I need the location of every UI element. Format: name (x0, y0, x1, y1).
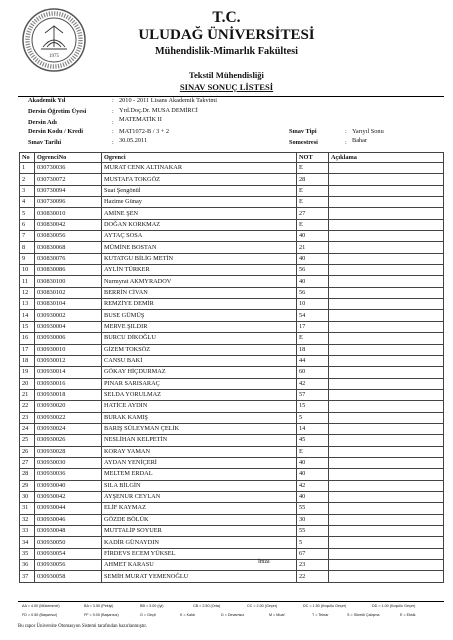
cell-aciklama (329, 287, 444, 298)
cell-ogrenci-no: 030830100 (35, 276, 102, 287)
cell-not: 14 (297, 423, 329, 434)
cell-ogrenci-no: 030930028 (35, 446, 102, 457)
table-row (20, 571, 444, 582)
akademik-yil-value: 2010 - 2011 Lisans Akademik Takvimi (119, 97, 218, 104)
legend-item: G = Geçti (140, 613, 156, 617)
cell-ogrenci-no: 030830102 (35, 287, 102, 298)
cell-ogrenci: AHMET KARASU (102, 560, 297, 571)
cell-not: 5 (297, 412, 329, 423)
cell-ogrenci: KUTATGU BİLİG METİN (102, 253, 297, 264)
cell-ogrenci-no: 030930004 (35, 321, 102, 332)
table-row (20, 401, 444, 412)
cell-aciklama (329, 276, 444, 287)
cell-ogrenci: KORAY YAMAN (102, 446, 297, 457)
cell-no: 36 (20, 560, 35, 571)
cell-ogrenci: Hazime Günay (102, 197, 297, 208)
cell-ogrenci-no: 030830056 (35, 231, 102, 242)
col-header-ogrenci: Ogrenci (102, 153, 297, 163)
cell-ogrenci-no: 030930030 (35, 457, 102, 468)
akademik-yil-label: Akademik Yıl (28, 97, 66, 104)
cell-aciklama (329, 310, 444, 321)
cell-aciklama (329, 355, 444, 366)
cell-ogrenci-no: 030930020 (35, 401, 102, 412)
header-university: ULUDAĞ ÜNİVERSİTESİ (138, 27, 315, 43)
cell-not: E (297, 333, 329, 344)
cell-no: 16 (20, 333, 35, 344)
legend-item: DD = 1.00 (Koşullu Geçer) (372, 604, 416, 608)
cell-ogrenci: NESLİHAN KELPETİN (102, 435, 297, 446)
cell-ogrenci: CANSU BAKİ (102, 355, 297, 366)
cell-ogrenci: AYTAÇ SOSA (102, 231, 297, 242)
cell-not: 57 (297, 389, 329, 400)
cell-no: 9 (20, 253, 35, 264)
cell-ogrenci-no: 030930036 (35, 469, 102, 480)
cell-no: 31 (20, 503, 35, 514)
cell-no: 13 (20, 299, 35, 310)
somestresi-value: Bahar (352, 137, 368, 144)
table-row (20, 253, 444, 264)
cell-ogrenci: DOĞAN KORKMAZ (102, 219, 297, 230)
cell-not: 40 (297, 231, 329, 242)
cell-ogrenci-no: 030830068 (35, 242, 102, 253)
legend-item: T = Tekrar (312, 613, 329, 617)
cell-not: 56 (297, 287, 329, 298)
cell-ogrenci: BARIŞ SÜLEYMAN ÇELİK (102, 423, 297, 434)
cell-ogrenci: GİZEM TOKSÖZ (102, 344, 297, 355)
table-row (20, 219, 444, 230)
table-header-row (20, 153, 444, 163)
signature-label: İmza (258, 559, 270, 565)
cell-no: 19 (20, 367, 35, 378)
sinav-tarihi-label: Sınav Tarihi (28, 139, 62, 146)
table-row (20, 457, 444, 468)
cell-ogrenci-no: 030930050 (35, 537, 102, 548)
cell-ogrenci: GÖKAY HİÇDURMAZ (102, 367, 297, 378)
cell-not: 30 (297, 514, 329, 525)
cell-ogrenci: MUSTAFA TOKGÖZ (102, 174, 297, 185)
cell-aciklama (329, 446, 444, 457)
cell-ogrenci: MUTTALİP SOYUER (102, 526, 297, 537)
cell-not: 67 (297, 548, 329, 559)
table-row (20, 310, 444, 321)
header-list-title: SINAV SONUÇ LİSTESİ (179, 82, 274, 92)
cell-ogrenci: MÜMİNE BOSTAN (102, 242, 297, 253)
cell-no: 15 (20, 321, 35, 332)
cell-aciklama (329, 344, 444, 355)
cell-not: 40 (297, 253, 329, 264)
cell-not: 23 (297, 560, 329, 571)
table-row (20, 514, 444, 525)
cell-not: 44 (297, 355, 329, 366)
table-row (20, 389, 444, 400)
cell-ogrenci-no: 030930016 (35, 378, 102, 389)
cell-ogrenci-no: 030930048 (35, 526, 102, 537)
cell-aciklama (329, 469, 444, 480)
legend-item: K = Kaldı (180, 613, 196, 617)
cell-ogrenci-no: 030930056 (35, 560, 102, 571)
header-divider (18, 96, 444, 97)
cell-ogrenci-no: 030930012 (35, 355, 102, 366)
cell-ogrenci: SELDA YORULMAZ (102, 389, 297, 400)
table-row (20, 344, 444, 355)
ders-kodu-label: Dersin Kodu / Kredi (28, 128, 83, 135)
ders-kodu-value: MAT1072-B / 3 + 2 (119, 128, 170, 135)
legend-item: CC = 2.00 (Geçer) (247, 604, 278, 608)
table-row (20, 321, 444, 332)
cell-ogrenci-no: 030930046 (35, 514, 102, 525)
table-row (20, 163, 444, 174)
cell-aciklama (329, 571, 444, 582)
cell-aciklama (329, 526, 444, 537)
cell-ogrenci: ELİF KAYMAZ (102, 503, 297, 514)
cell-aciklama (329, 480, 444, 491)
cell-not: 18 (297, 344, 329, 355)
ders-adi-label: Dersin Adı (28, 119, 57, 126)
cell-aciklama (329, 560, 444, 571)
cell-no: 30 (20, 491, 35, 502)
table-row (20, 435, 444, 446)
cell-ogrenci-no: 030930026 (35, 435, 102, 446)
cell-no: 21 (20, 389, 35, 400)
cell-aciklama (329, 253, 444, 264)
cell-ogrenci: KADİR GÜNAYDIN (102, 537, 297, 548)
cell-not: E (297, 163, 329, 174)
cell-ogrenci: MURAT CENK ALTINAKAR (102, 163, 297, 174)
cell-not: 56 (297, 265, 329, 276)
cell-no: 23 (20, 412, 35, 423)
footer-note: Bu rapor Üniversite Otomasyon Sistemi tarafından hazırlanmıştır. (18, 624, 147, 629)
cell-ogrenci: BURCU DİKOĞLU (102, 333, 297, 344)
cell-ogrenci-no: 030930024 (35, 423, 102, 434)
cell-ogrenci: HATİCE AYDIN (102, 401, 297, 412)
table-row (20, 526, 444, 537)
cell-aciklama (329, 185, 444, 196)
header-department: Tekstil Mühendisliği (189, 70, 264, 80)
cell-no: 8 (20, 242, 35, 253)
cell-ogrenci-no: 030830042 (35, 219, 102, 230)
cell-ogrenci: BUSE GÜMÜŞ (102, 310, 297, 321)
cell-not: 55 (297, 526, 329, 537)
cell-no: 35 (20, 548, 35, 559)
legend-item: D = Devamsız (221, 613, 245, 617)
cell-not: E (297, 219, 329, 230)
col-header-not: NOT (297, 153, 329, 163)
table-row (20, 480, 444, 491)
cell-no: 17 (20, 344, 35, 355)
svg-text:1975: 1975 (49, 54, 59, 59)
cell-aciklama (329, 299, 444, 310)
cell-no: 6 (20, 219, 35, 230)
cell-no: 27 (20, 457, 35, 468)
cell-not: 15 (297, 401, 329, 412)
table-row (20, 276, 444, 287)
header-tc: T.C. (212, 9, 241, 26)
table-body (20, 163, 444, 583)
cell-not: 55 (297, 503, 329, 514)
cell-ogrenci-no: 030730036 (35, 163, 102, 174)
table-row (20, 299, 444, 310)
cell-no: 14 (20, 310, 35, 321)
colon: : (112, 119, 114, 126)
cell-not: 28 (297, 174, 329, 185)
cell-ogrenci: SEMİH MURAT YEMENOĞLU (102, 571, 297, 582)
table-row (20, 446, 444, 457)
cell-ogrenci: FİRDEVS ECEM YÜKSEL (102, 548, 297, 559)
table-row (20, 355, 444, 366)
legend-divider (18, 601, 444, 602)
cell-ogrenci-no: 030930042 (35, 491, 102, 502)
header-faculty: Mühendislik-Mimarlık Fakültesi (155, 46, 298, 57)
cell-ogrenci-no: 030830076 (35, 253, 102, 264)
cell-ogrenci-no: 030930054 (35, 548, 102, 559)
cell-not: 45 (297, 435, 329, 446)
cell-no: 20 (20, 378, 35, 389)
colon: : (112, 108, 114, 115)
cell-ogrenci: Suat Şengönül (102, 185, 297, 196)
somestresi-label: Somestresi (289, 139, 318, 146)
cell-aciklama (329, 503, 444, 514)
cell-ogrenci-no: 030930040 (35, 480, 102, 491)
cell-no: 34 (20, 537, 35, 548)
cell-no: 33 (20, 526, 35, 537)
table-row (20, 491, 444, 502)
cell-no: 18 (20, 355, 35, 366)
cell-no: 29 (20, 480, 35, 491)
cell-not: 21 (297, 242, 329, 253)
cell-not: 22 (297, 571, 329, 582)
cell-ogrenci: Nurmyrat AKMYRADOV (102, 276, 297, 287)
cell-aciklama (329, 423, 444, 434)
cell-not: 10 (297, 299, 329, 310)
cell-aciklama (329, 231, 444, 242)
cell-ogrenci: AMİNE ŞEN (102, 208, 297, 219)
table-row (20, 174, 444, 185)
cell-aciklama (329, 174, 444, 185)
cell-no: 1 (20, 163, 35, 174)
cell-aciklama (329, 412, 444, 423)
cell-ogrenci: GÖZDE BÖLÜK (102, 514, 297, 525)
cell-aciklama (329, 265, 444, 276)
cell-ogrenci-no: 030930022 (35, 412, 102, 423)
legend-item: E = Eksik (400, 613, 416, 617)
cell-ogrenci-no: 030930058 (35, 571, 102, 582)
cell-aciklama (329, 163, 444, 174)
cell-ogrenci-no: 030930006 (35, 333, 102, 344)
cell-no: 4 (20, 197, 35, 208)
table-row (20, 208, 444, 219)
cell-not: E (297, 446, 329, 457)
cell-no: 25 (20, 435, 35, 446)
cell-no: 26 (20, 446, 35, 457)
table-row (20, 333, 444, 344)
cell-no: 5 (20, 208, 35, 219)
cell-not: 17 (297, 321, 329, 332)
cell-no: 32 (20, 514, 35, 525)
cell-aciklama (329, 208, 444, 219)
legend-item: AA = 4.00 (Mükemmel) (22, 604, 60, 608)
legend-item: BA = 3.50 (Pekiyi) (84, 604, 114, 608)
sinav-tipi-label: Sınav Tipi (289, 128, 317, 135)
cell-ogrenci-no: 030930002 (35, 310, 102, 321)
sinav-tipi-value: Yarıyıl Sonu (352, 128, 384, 135)
cell-ogrenci: MERVE ŞILDIR (102, 321, 297, 332)
table-row (20, 231, 444, 242)
cell-not: 40 (297, 457, 329, 468)
table-row (20, 287, 444, 298)
cell-no: 10 (20, 265, 35, 276)
cell-no: 3 (20, 185, 35, 196)
cell-aciklama (329, 401, 444, 412)
cell-aciklama (329, 389, 444, 400)
cell-aciklama (329, 435, 444, 446)
cell-not: E (297, 185, 329, 196)
cell-not: 5 (297, 537, 329, 548)
cell-aciklama (329, 219, 444, 230)
cell-ogrenci-no: 030930010 (35, 344, 102, 355)
cell-ogrenci: AYLİN TÜRKER (102, 265, 297, 276)
cell-ogrenci: MELTEM ERDAL (102, 469, 297, 480)
sinav-tarihi-value: 30.05.2011 (119, 137, 148, 144)
cell-ogrenci: BERRİN CİVAN (102, 287, 297, 298)
table-row (20, 560, 444, 571)
cell-not: 60 (297, 367, 329, 378)
table-row (20, 537, 444, 548)
ogretim-uyesi-value: Yrd.Doç.Dr. MUSA DEMİRCİ (119, 107, 198, 114)
cell-ogrenci: SILA BİLGİN (102, 480, 297, 491)
colon: : (345, 139, 347, 146)
table-row (20, 265, 444, 276)
cell-not: 40 (297, 469, 329, 480)
legend-item: FF = 0.00 (Başarısız) (84, 613, 119, 617)
cell-ogrenci-no: 030830104 (35, 299, 102, 310)
cell-ogrenci-no: 030730072 (35, 174, 102, 185)
colon: : (112, 97, 114, 104)
table-row (20, 503, 444, 514)
cell-ogrenci-no: 030830010 (35, 208, 102, 219)
table-row (20, 548, 444, 559)
cell-aciklama (329, 197, 444, 208)
cell-not: 27 (297, 208, 329, 219)
col-header-ogrenci-no: OgrenciNo (35, 153, 102, 163)
cell-ogrenci-no: 030930018 (35, 389, 102, 400)
cell-not: 42 (297, 480, 329, 491)
cell-aciklama (329, 333, 444, 344)
cell-no: 7 (20, 231, 35, 242)
cell-ogrenci-no: 030730094 (35, 185, 102, 196)
cell-no: 12 (20, 287, 35, 298)
legend-item: CB = 2.50 (Orta) (193, 604, 221, 608)
cell-aciklama (329, 367, 444, 378)
cell-no: 11 (20, 276, 35, 287)
cell-not: 40 (297, 491, 329, 502)
cell-no: 37 (20, 571, 35, 582)
cell-ogrenci: AYDAN YENİÇERİ (102, 457, 297, 468)
cell-not: 42 (297, 378, 329, 389)
table-row (20, 412, 444, 423)
cell-aciklama (329, 537, 444, 548)
ders-adi-value: MATEMATİK II (119, 116, 162, 123)
cell-aciklama (329, 548, 444, 559)
legend-item: DC = 1.50 (Koşullu Geçer) (303, 604, 347, 608)
cell-aciklama (329, 457, 444, 468)
cell-no: 2 (20, 174, 35, 185)
cell-ogrenci-no: 030830086 (35, 265, 102, 276)
legend-item: FD = 0.50 (Başarısız) (22, 613, 58, 617)
cell-ogrenci-no: 030930014 (35, 367, 102, 378)
cell-aciklama (329, 242, 444, 253)
cell-ogrenci: PINAR SARISARAÇ (102, 378, 297, 389)
cell-aciklama (329, 514, 444, 525)
colon: : (112, 139, 114, 146)
table-row (20, 197, 444, 208)
cell-no: 22 (20, 401, 35, 412)
cell-aciklama (329, 321, 444, 332)
legend-item: M = Muaf (269, 613, 285, 617)
table-row (20, 378, 444, 389)
cell-ogrenci: BURAK KAMIŞ (102, 412, 297, 423)
cell-no: 24 (20, 423, 35, 434)
cell-ogrenci: AYŞENUR CEYLAN (102, 491, 297, 502)
cell-aciklama (329, 491, 444, 502)
table-row (20, 367, 444, 378)
col-header-aciklama: Açıklama (329, 153, 444, 163)
cell-ogrenci: REMZİYE DEMİR (102, 299, 297, 310)
legend-item: S = Sürekli Çalışma (347, 613, 380, 617)
cell-no: 28 (20, 469, 35, 480)
cell-aciklama (329, 378, 444, 389)
table-row (20, 185, 444, 196)
cell-not: 40 (297, 276, 329, 287)
table-row (20, 423, 444, 434)
colon: : (112, 128, 114, 135)
table-row (20, 469, 444, 480)
col-header-no: No (20, 153, 35, 163)
ogretim-uyesi-label: Dersin Öğretim Üyesi (28, 108, 87, 115)
cell-not: 54 (297, 310, 329, 321)
colon: : (345, 128, 347, 135)
cell-not: E (297, 197, 329, 208)
results-table (19, 152, 444, 583)
cell-ogrenci-no: 030930044 (35, 503, 102, 514)
cell-ogrenci-no: 030730096 (35, 197, 102, 208)
table-row (20, 242, 444, 253)
legend-item: BB = 3.00 (İyi) (140, 604, 164, 608)
